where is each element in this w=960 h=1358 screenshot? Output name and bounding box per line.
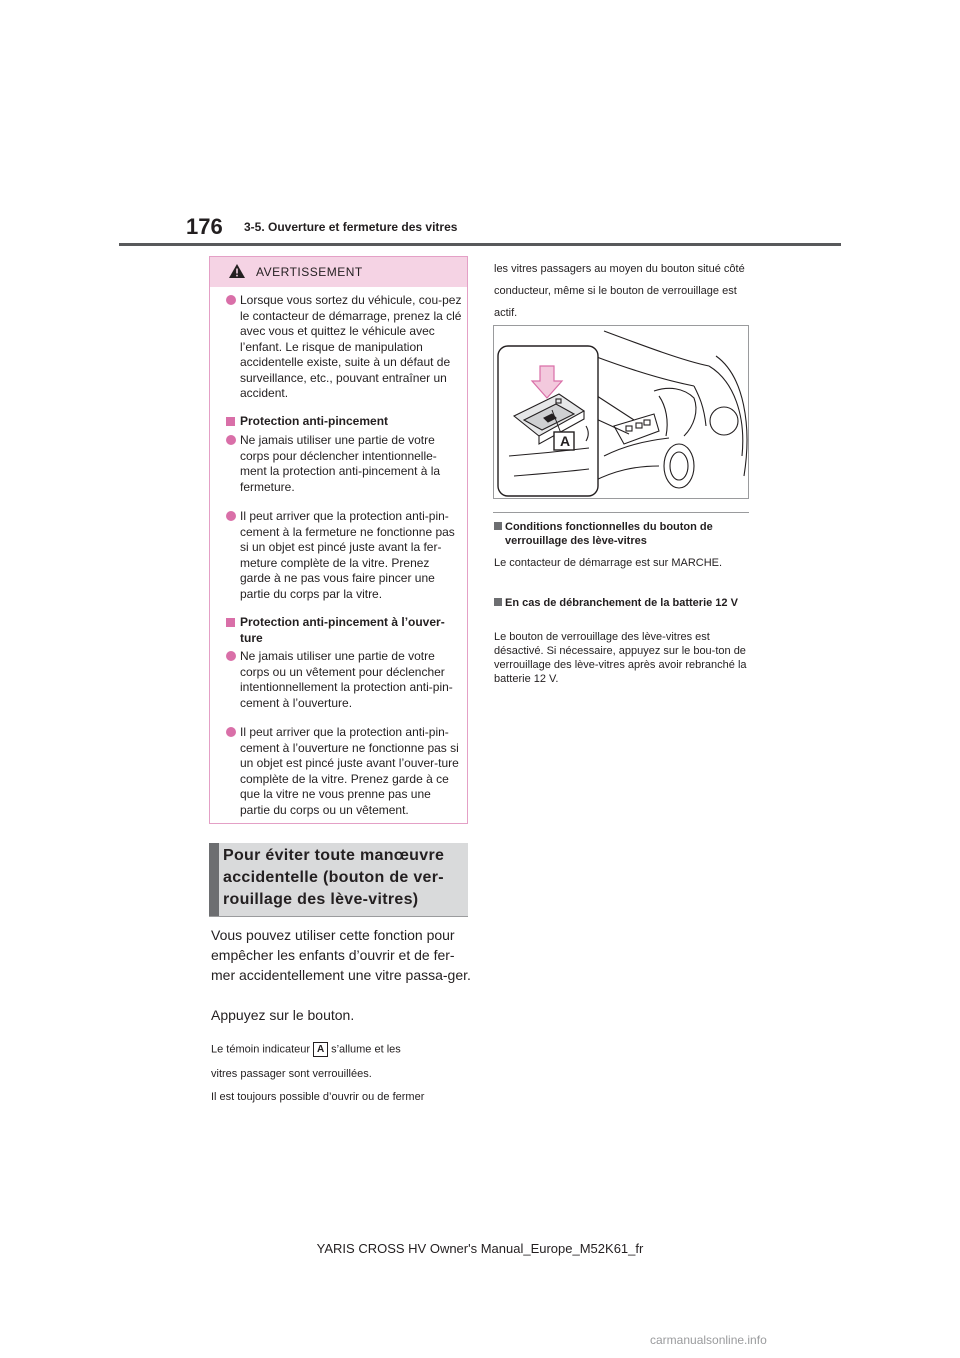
warning-item: Lorsque vous sortez du véhicule, cou-pez le contacteur de démarrage, prenez la clé avec vous et quittez le véhicule avec l’enfant. Le risque de manipulation accidentelle existe, suite à un défaut de surveillance, etc., pouvant entraîner un accident. <box>226 293 462 402</box>
warning-header <box>210 257 467 287</box>
square-bullet-icon <box>226 618 235 627</box>
paragraph: Le témoin indicateur A s’allume et les <box>211 1043 401 1056</box>
warning-item: Ne jamais utiliser une partie de votre corps pour déclencher intentionnelle-ment la protection anti-pincement à la fermeture. <box>226 433 462 495</box>
bullet-icon <box>226 651 236 661</box>
subheading: Conditions fonctionnelles du bouton de verrouillage des lève-vitres <box>494 520 752 548</box>
warning-item: Ne jamais utiliser une partie de votre corps ou un vêtement pour déclencher intentionnellement la protection anti-pin-cement à l’ouverture. <box>226 649 462 711</box>
bullet-icon <box>226 295 236 305</box>
warning-triangle-icon <box>228 263 246 279</box>
subheading: En cas de débranchement de la batterie 12 V <box>494 596 752 610</box>
section-heading: Pour éviter toute manœuvre accidentelle (bouton de ver-rouillage des lève-vitres) <box>223 847 445 908</box>
paragraph: Le contacteur de démarrage est sur MARCHE. <box>494 557 723 569</box>
heading-bar <box>209 843 219 916</box>
warning-subheading: Protection anti-pincement <box>226 414 462 430</box>
warning-item: Il peut arriver que la protection anti-pin-cement à l’ouverture ne fonctionne pas si un objet est pincé juste avant l’ouver-ture complète de la vitre. Prenez garde à ce que la vitre ne vous prenne pas une partie du corps ou un vêtement. <box>226 725 462 818</box>
lock-switch-illustration <box>493 325 749 499</box>
warning-box <box>209 256 468 824</box>
figure-label-a: A <box>559 433 571 449</box>
paragraph: Appuyez sur le bouton. <box>211 1007 355 1023</box>
paragraph: les vitres passagers au moyen du bouton situé côté conducteur, même si le bouton de verrouillage est actif. <box>494 263 745 319</box>
watermark: carmanualsonline.info <box>650 1333 767 1347</box>
section-title: 3-5. Ouverture et fermeture des vitres <box>244 220 458 234</box>
paragraph: Vous pouvez utiliser cette fonction pour empêcher les enfants d’ouvrir et de fer-mer accidentellement une vitre passa-ger. <box>211 927 471 983</box>
square-bullet-icon <box>494 598 502 606</box>
bullet-icon <box>226 511 236 521</box>
figure-rule <box>493 512 749 513</box>
paragraph: Il est toujours possible d’ouvrir ou de fermer <box>211 1091 425 1103</box>
paragraph: Le bouton de verrouillage des lève-vitres est désactivé. Si nécessaire, appuyez sur le bou-ton de verrouillage des lève-vitres après avoir rebranché la batterie 12 V. <box>494 631 747 685</box>
key-a-label: A <box>313 1042 328 1057</box>
bullet-icon <box>226 435 236 445</box>
section-heading-box <box>209 843 468 917</box>
warning-subheading: Protection anti-pincement à l’ouver-ture <box>226 615 462 646</box>
footer-manual-id: YARIS CROSS HV Owner's Manual_Europe_M52K61_fr <box>316 1241 644 1256</box>
door-panel-drawing <box>494 326 748 498</box>
warning-title: AVERTISSEMENT <box>256 265 363 279</box>
header-rule <box>119 243 841 246</box>
page-number: 176 <box>186 214 223 239</box>
bullet-icon <box>226 727 236 737</box>
warning-item: Il peut arriver que la protection anti-pin-cement à la fermeture ne fonctionne pas si un objet est pincé juste avant la fer-meture complète de la vitre. Prenez garde à ne pas vous faire pincer une partie du corps par la vitre. <box>226 509 462 602</box>
square-bullet-icon <box>226 417 235 426</box>
paragraph: vitres passager sont verrouillées. <box>211 1068 372 1080</box>
square-bullet-icon <box>494 522 502 530</box>
